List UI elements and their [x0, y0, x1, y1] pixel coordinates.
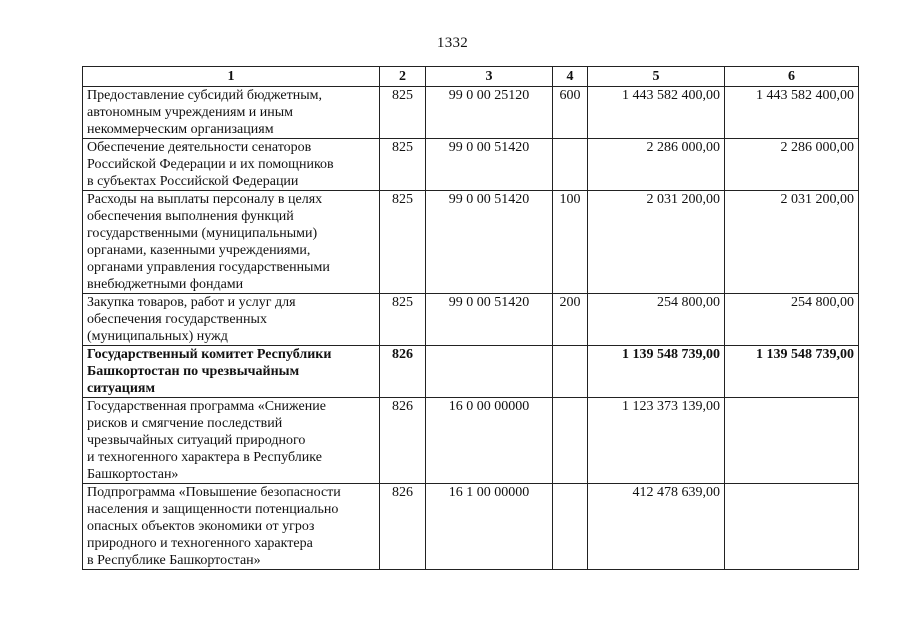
row-col6-cell: 254 800,00 — [725, 294, 859, 346]
row-col6-cell — [725, 484, 859, 570]
row-name-line: и техногенного характера в Республике — [87, 450, 322, 465]
row-col4-cell — [553, 484, 588, 570]
row-col5-cell: 1 123 373 139,00 — [588, 398, 725, 484]
header-col-5: 5 — [588, 67, 725, 87]
row-name-line: Предоставление субсидий бюджетным, — [87, 88, 323, 103]
row-name-line: Башкортостан по чрезвычайным — [87, 364, 300, 379]
table-row — [83, 87, 859, 139]
row-col3-cell — [426, 346, 553, 398]
row-name-line: (муниципальных) нужд — [87, 329, 228, 344]
row-col5-cell: 1 139 548 739,00 — [588, 346, 725, 398]
table-row — [83, 139, 859, 191]
row-name-line: государственными (муниципальными) — [87, 226, 318, 241]
row-name-line: Государственный комитет Республики — [87, 347, 332, 362]
row-name-line: Государственная программа «Снижение — [87, 399, 326, 414]
page-number: 1332 — [436, 35, 469, 51]
row-col2-cell: 826 — [380, 484, 426, 570]
row-name-line: органами управления государственными — [87, 260, 330, 275]
header-col-3: 3 — [426, 67, 553, 87]
row-name-line: внебюджетными фондами — [87, 277, 244, 292]
row-name-cell — [83, 87, 380, 139]
table-row — [83, 346, 859, 398]
row-col3-cell: 16 0 00 00000 — [426, 398, 553, 484]
row-name-cell — [83, 139, 380, 191]
row-name-line: ситуациям — [87, 381, 156, 396]
row-name-line: чрезвычайных ситуаций природного — [87, 433, 306, 448]
table-body — [83, 87, 859, 570]
row-col2-cell: 826 — [380, 398, 426, 484]
row-col6-cell: 2 031 200,00 — [725, 191, 859, 294]
row-col6-cell: 1 139 548 739,00 — [725, 346, 859, 398]
row-name-line: Российской Федерации и их помощников — [87, 157, 334, 172]
row-col4-cell: 100 — [553, 191, 588, 294]
row-col6-cell: 2 286 000,00 — [725, 139, 859, 191]
table-row — [83, 398, 859, 484]
table-header-row — [83, 67, 859, 87]
row-col2-cell: 825 — [380, 87, 426, 139]
row-name-line: в субъектах Российской Федерации — [87, 174, 299, 189]
row-name-line: Закупка товаров, работ и услуг для — [87, 295, 296, 310]
row-col2-cell: 825 — [380, 294, 426, 346]
row-name-line: Башкортостан» — [87, 467, 179, 482]
row-col5-cell: 412 478 639,00 — [588, 484, 725, 570]
row-name-cell — [83, 484, 380, 570]
row-col2-cell: 825 — [380, 191, 426, 294]
row-col4-cell — [553, 346, 588, 398]
row-col4-cell: 600 — [553, 87, 588, 139]
row-col6-cell — [725, 398, 859, 484]
header-col-4: 4 — [553, 67, 588, 87]
row-name-cell — [83, 294, 380, 346]
row-name-cell — [83, 398, 380, 484]
row-name-line: рисков и смягчение последствий — [87, 416, 283, 431]
row-name-line: Обеспечение деятельности сенаторов — [87, 140, 312, 155]
row-name-cell — [83, 346, 380, 398]
row-name-line: опасных объектов экономики от угроз — [87, 519, 315, 534]
row-col4-cell: 200 — [553, 294, 588, 346]
table-row — [83, 484, 859, 570]
row-name-line: Подпрограмма «Повышение безопасности — [87, 485, 341, 500]
row-name-line: обеспечения государственных — [87, 312, 267, 327]
row-col3-cell: 99 0 00 25120 — [426, 87, 553, 139]
row-col4-cell — [553, 139, 588, 191]
row-col3-cell: 99 0 00 51420 — [426, 139, 553, 191]
row-col5-cell: 2 031 200,00 — [588, 191, 725, 294]
row-name-line: автономным учреждениям и иным — [87, 105, 294, 120]
row-name-line: некоммерческим организациям — [87, 122, 274, 137]
row-col5-cell: 1 443 582 400,00 — [588, 87, 725, 139]
row-col3-cell: 16 1 00 00000 — [426, 484, 553, 570]
header-col-2: 2 — [380, 67, 426, 87]
table-row — [83, 294, 859, 346]
budget-table — [82, 66, 859, 570]
row-col4-cell — [553, 398, 588, 484]
row-col6-cell: 1 443 582 400,00 — [725, 87, 859, 139]
row-name-line: в Республике Башкортостан» — [87, 553, 261, 568]
row-col5-cell: 254 800,00 — [588, 294, 725, 346]
row-name-line: природного и техногенного характера — [87, 536, 313, 551]
row-name-cell — [83, 191, 380, 294]
row-col2-cell: 825 — [380, 139, 426, 191]
header-col-6: 6 — [725, 67, 859, 87]
table-row — [83, 191, 859, 294]
row-name-line: населения и защищенности потенциально — [87, 502, 339, 517]
row-name-line: обеспечения выполнения функций — [87, 209, 294, 224]
row-name-line: Расходы на выплаты персоналу в целях — [87, 192, 323, 207]
row-col5-cell: 2 286 000,00 — [588, 139, 725, 191]
row-name-line: органами, казенными учреждениями, — [87, 243, 311, 258]
row-col3-cell: 99 0 00 51420 — [426, 191, 553, 294]
row-col3-cell: 99 0 00 51420 — [426, 294, 553, 346]
header-col-1: 1 — [83, 67, 380, 87]
row-col2-cell: 826 — [380, 346, 426, 398]
